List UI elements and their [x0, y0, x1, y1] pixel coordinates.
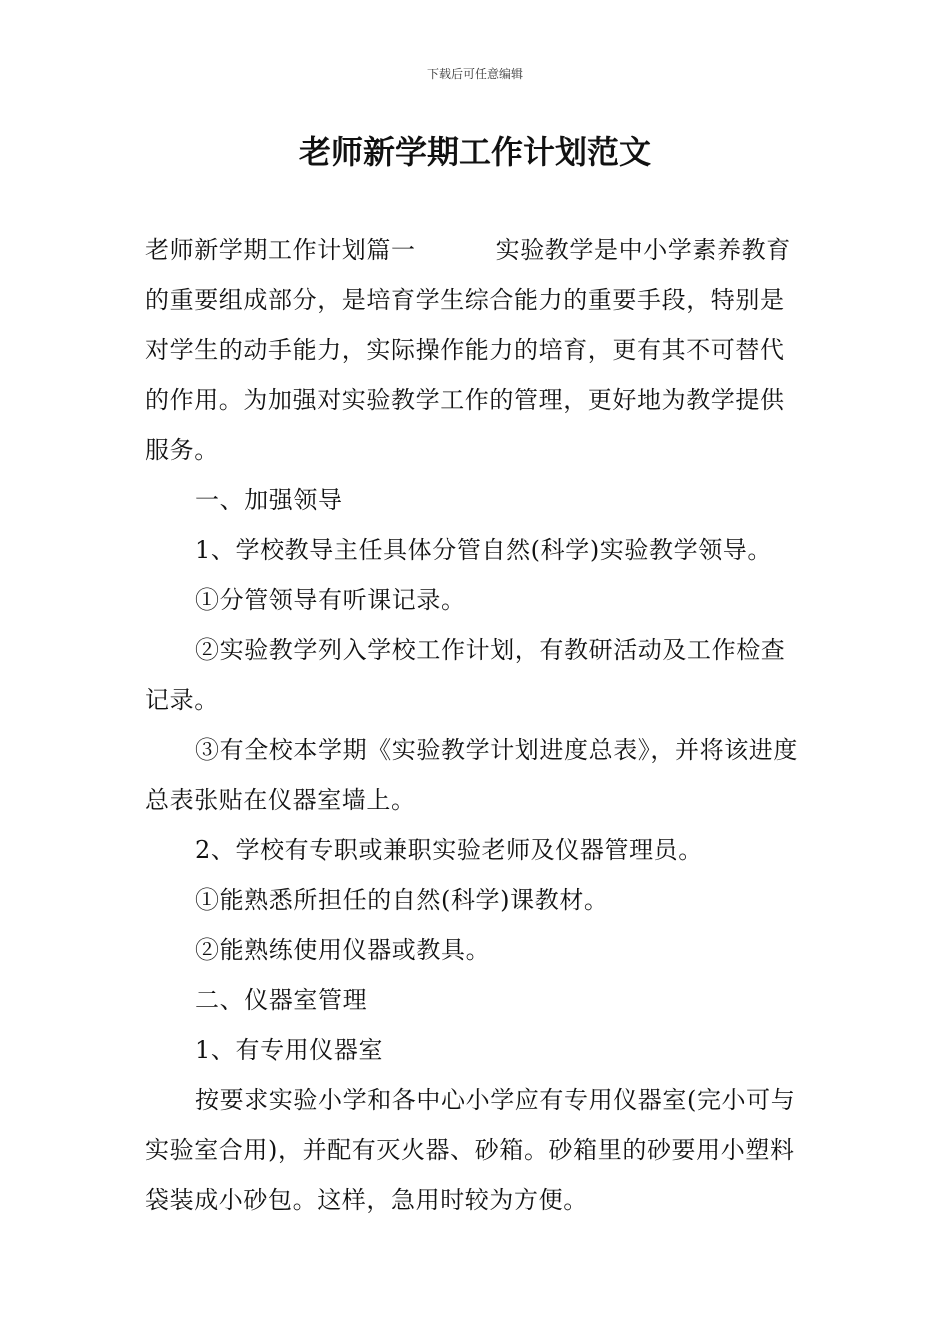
paragraph-subitem-2: ②实验教学列入学校工作计划，有教研活动及工作检查记录。 — [145, 636, 786, 714]
paragraph-subitem-5: ②能熟练使用仪器或教具。 — [195, 936, 491, 964]
paragraph-section-1-heading: 一、加强领导 — [195, 486, 343, 514]
document-body — [145, 225, 809, 1225]
page-header-note: 下载后可任意编辑 — [426, 67, 523, 81]
intro-paragraph — [145, 225, 809, 475]
paragraph-section-2-heading: 二、仪器室管理 — [195, 986, 368, 1014]
paragraph-subitem-3: ③有全校本学期《实验教学计划进度总表》，并将该进度总表张贴在仪器室墙上。 — [145, 736, 798, 814]
intro-text: 实验教学是中小学素养教育的重要组成部分，是培育学生综合能力的重要手段，特别是对学生的动手能力，实际操作能力的培育，更有其不可替代的作用。为加强对实验教学工作的管理，更好地为教学提供服务。 — [145, 236, 791, 464]
section-heading: 老师新学期工作计划篇一 — [145, 236, 416, 264]
paragraph-item-2: 2、学校有专职或兼职实验老师及仪器管理员。 — [195, 836, 703, 864]
paragraph-item-1: 1、学校教导主任具体分管自然(科学)实验教学领导。 — [195, 536, 772, 564]
paragraph-subitem-1: ①分管领导有听课记录。 — [195, 586, 466, 614]
document-title: 老师新学期工作计划范文 — [298, 133, 651, 171]
paragraph-item-3: 1、有专用仪器室 — [195, 1036, 384, 1064]
paragraph-subitem-4: ①能熟悉所担任的自然(科学)课教材。 — [195, 886, 609, 914]
paragraph-body-text: 按要求实验小学和各中心小学应有专用仪器室(完小可与实验室合用)，并配有灭火器、砂箱。砂箱里的砂要用小塑料袋装成小砂包。这样，急用时较为方便。 — [145, 1086, 796, 1214]
